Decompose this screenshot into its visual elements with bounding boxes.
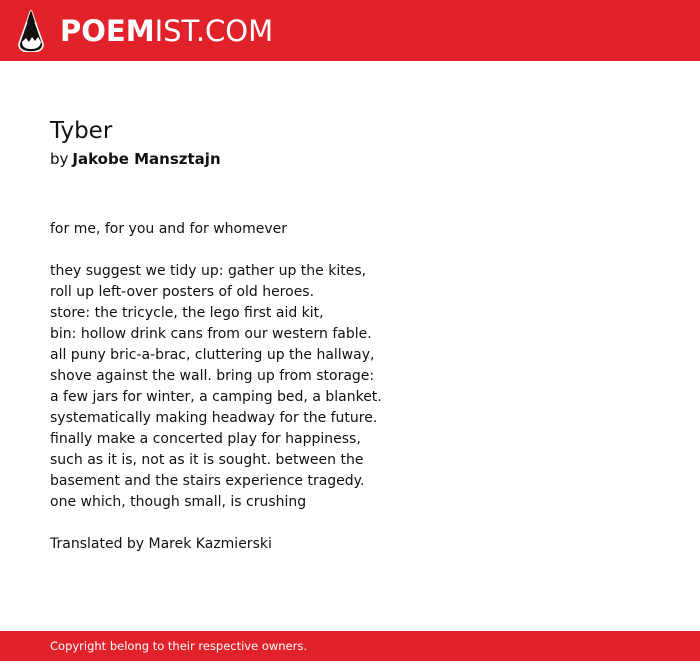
byline-prefix: by — [50, 150, 69, 168]
site-header — [0, 0, 700, 61]
site-logo-text — [60, 9, 273, 53]
poem-line: basement and the stairs experience tragedy. — [50, 473, 365, 489]
poem-line: finally make a concerted play for happiness, — [50, 431, 361, 447]
poem-byline — [50, 149, 221, 169]
site-footer — [0, 631, 700, 661]
pencil-tip-icon — [18, 10, 44, 52]
poem-line: bin: hollow drink cans from our western fable. — [50, 326, 372, 342]
poem-author: Jakobe Mansztajn — [72, 150, 221, 168]
logo-text-strong: POEM — [60, 14, 155, 48]
poem-body — [50, 219, 650, 555]
poem-line: they suggest we tidy up: gather up the kites, — [50, 263, 367, 279]
logo-text-light: IST.COM — [154, 14, 274, 48]
poem-line: roll up left-over posters of old heroes. — [50, 284, 315, 300]
poem-line: a few jars for winter, a camping bed, a blanket. — [50, 389, 382, 405]
poem-line: one which, though small, is crushing — [50, 494, 307, 510]
poem-line: all puny bric-a-brac, cluttering up the hallway, — [50, 347, 375, 363]
poem-line: store: the tricycle, the lego first aid kit, — [50, 305, 324, 321]
poem-title: Tyber — [50, 118, 113, 144]
stanza-gap — [50, 240, 650, 261]
poem-line: systematically making headway for the future. — [50, 410, 378, 426]
poem-line: such as it is, not as it is sought. between the — [50, 452, 364, 468]
site-logo-link[interactable] — [18, 9, 273, 53]
poem-dedication: for me, for you and for whomever — [50, 221, 288, 237]
stanza-gap — [50, 513, 650, 534]
footer-copyright: Copyright belong to their respective owners. — [50, 639, 308, 653]
poem-translator: Translated by Marek Kazmierski — [50, 536, 272, 552]
poem-line: shove against the wall. bring up from storage: — [50, 368, 375, 384]
